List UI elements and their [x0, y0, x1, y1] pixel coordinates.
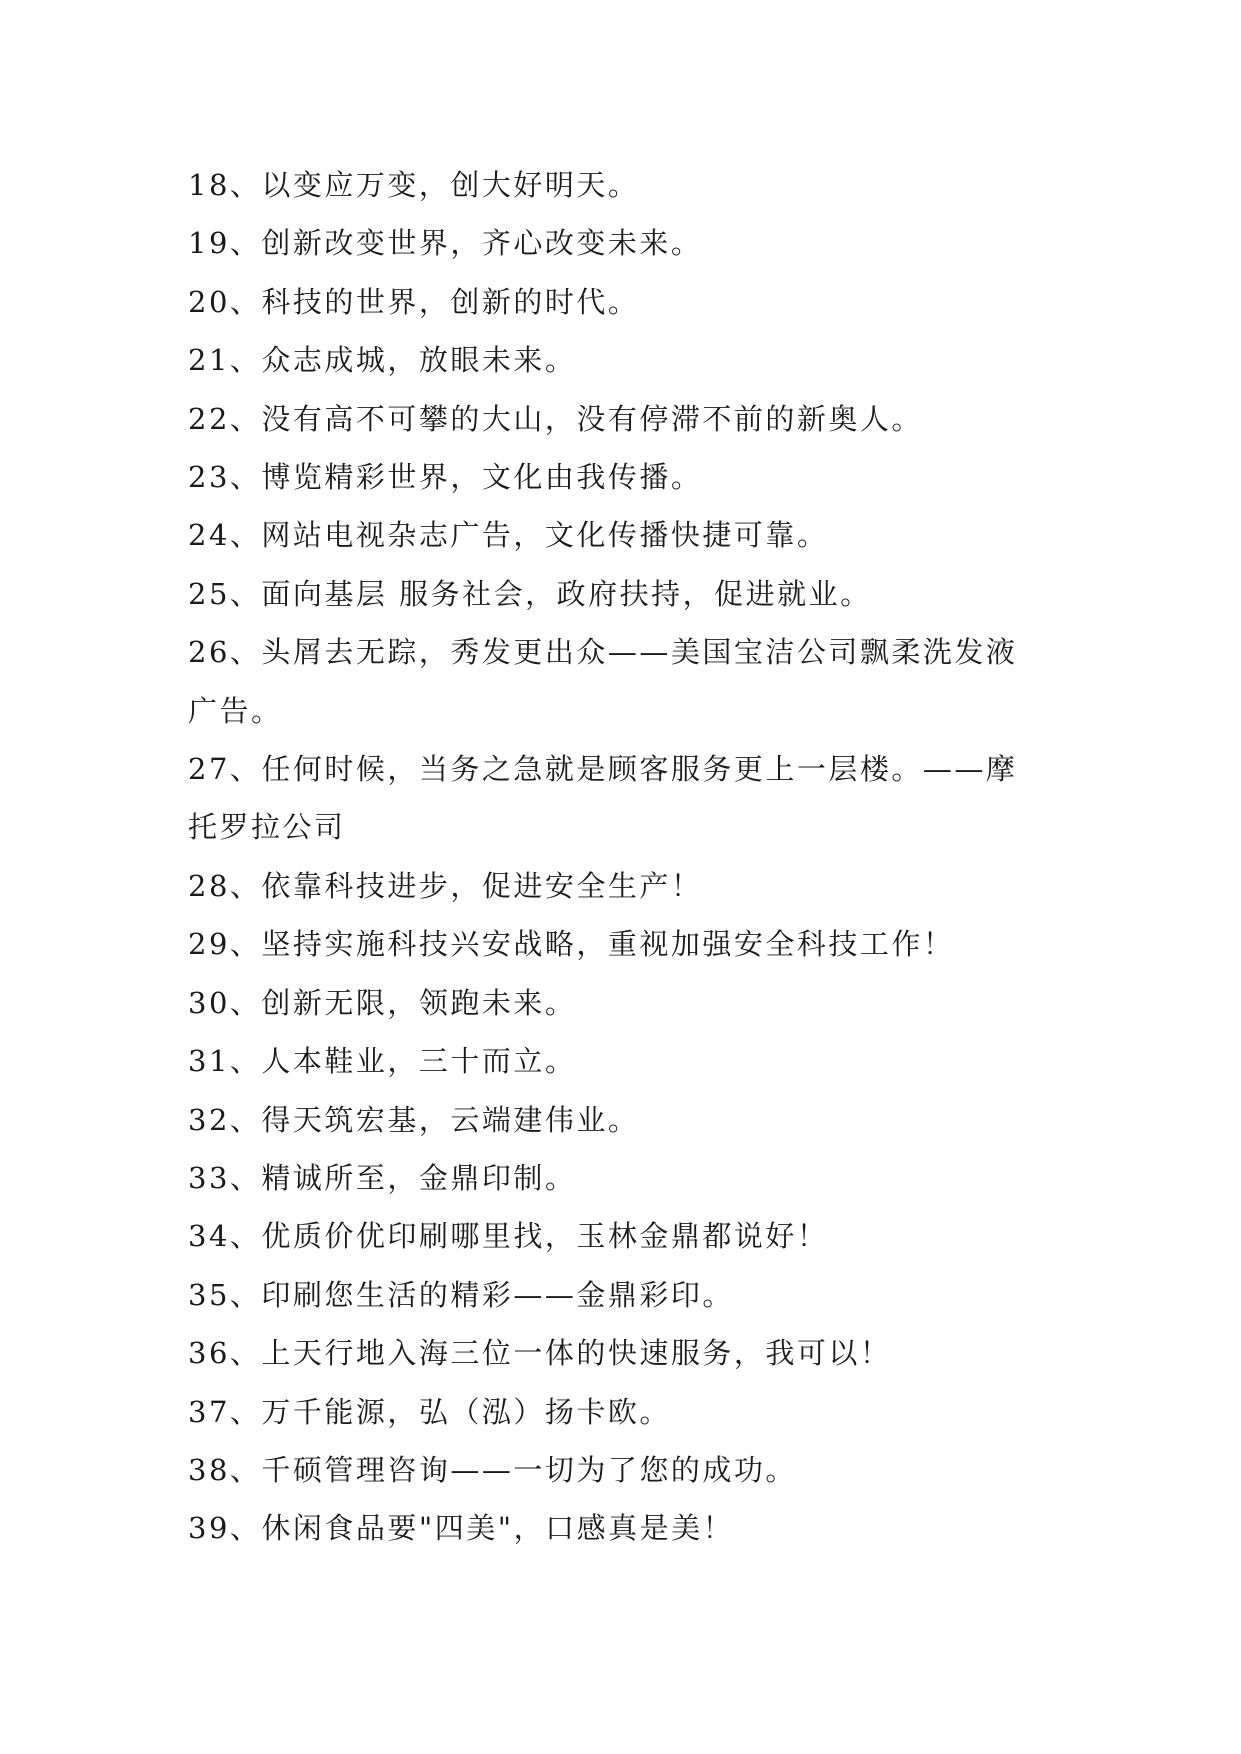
document-body [188, 156, 1058, 1558]
text-line: 37、万千能源，弘（泓）扬卡欧。 [188, 1394, 671, 1429]
text-line: 23、博览精彩世界，文化由我传播。 [188, 460, 703, 495]
text-line: 36、上天行地入海三位一体的快速服务，我可以！ [188, 1336, 892, 1371]
text-line: 19、创新改变世界，齐心改变未来。 [188, 226, 703, 261]
text-line: 20、科技的世界，创新的时代。 [188, 284, 640, 319]
text-line: 广告。 [188, 693, 283, 728]
text-line: 35、印刷您生活的精彩——金鼎彩印。 [188, 1277, 734, 1312]
text-line: 33、精诚所至，金鼎印制。 [188, 1160, 577, 1195]
text-line: 26、头屑去无踪，秀发更出众——美国宝洁公司飘柔洗发液 [188, 635, 1018, 670]
text-line: 24、网站电视杂志广告，文化传播快捷可靠。 [188, 518, 829, 553]
text-line: 39、休闲食品要"四美"，口感真是美！ [188, 1511, 735, 1546]
text-line: 21、众志成城，放眼未来。 [188, 343, 577, 378]
text-line: 托罗拉公司 [188, 810, 346, 845]
text-line: 22、没有高不可攀的大山，没有停滞不前的新奥人。 [188, 401, 923, 436]
text-line: 25、面向基层 服务社会，政府扶持，促进就业。 [188, 576, 872, 611]
text-line: 32、得天筑宏基，云端建伟业。 [188, 1102, 640, 1137]
text-line: 31、人本鞋业，三十而立。 [188, 1044, 577, 1079]
text-line: 29、坚持实施科技兴安战略，重视加强安全科技工作！ [188, 927, 955, 962]
text-line: 30、创新无限，领跑未来。 [188, 985, 577, 1020]
text-line: 27、任何时候，当务之急就是顾客服务更上一层楼。——摩 [188, 752, 1018, 787]
text-line: 28、依靠科技进步，促进安全生产！ [188, 868, 703, 903]
text-line: 34、优质价优印刷哪里找，玉林金鼎都说好！ [188, 1219, 829, 1254]
text-line: 18、以变应万变，创大好明天。 [188, 168, 640, 202]
text-line: 38、千硕管理咨询——一切为了您的成功。 [188, 1452, 797, 1487]
